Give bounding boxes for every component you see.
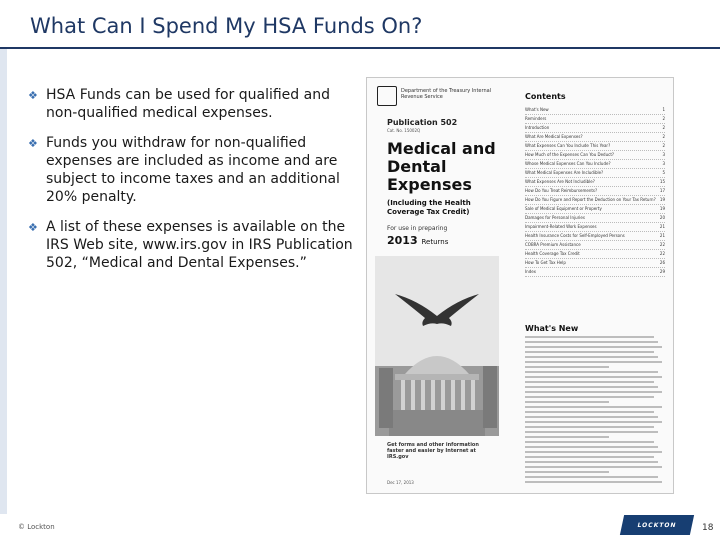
toc-entry bbox=[525, 115, 665, 124]
body-text-line bbox=[525, 421, 662, 423]
body-text-line bbox=[525, 376, 662, 378]
contents-panel bbox=[513, 84, 665, 486]
bullet-item bbox=[28, 218, 353, 272]
body-text-line bbox=[525, 451, 662, 453]
tax-year: 2013 Returns bbox=[387, 234, 449, 247]
publication-subtitle: (Including the Health Coverage Tax Credit) bbox=[387, 199, 471, 216]
toc-entry-page: 21 bbox=[659, 224, 665, 229]
body-text-line bbox=[525, 406, 662, 408]
toc-entry bbox=[525, 106, 665, 115]
toc-entry-label: How To Get Tax Help bbox=[525, 260, 566, 265]
toc-entry bbox=[525, 250, 665, 259]
toc-entry-page: 29 bbox=[659, 269, 665, 274]
body-text-line bbox=[525, 476, 658, 478]
bullet-text: HSA Funds can be used for qualified and non-qualified medical expenses. bbox=[46, 87, 330, 121]
body-text-line bbox=[525, 366, 609, 368]
toc-entry bbox=[525, 241, 665, 250]
toc-entry bbox=[525, 124, 665, 133]
body-text-line bbox=[525, 441, 654, 443]
toc-entry-label: Whose Medical Expenses Can You Include? bbox=[525, 161, 611, 166]
publication-cover bbox=[373, 84, 501, 486]
toc-entry-label: Sale of Medical Equipment or Property bbox=[525, 206, 602, 211]
toc-entry bbox=[525, 133, 665, 142]
irs-agency-text: Department of the Treasury Internal Revenue Service bbox=[401, 88, 492, 100]
toc-entry bbox=[525, 268, 665, 277]
toc-entry-label: Introduction bbox=[525, 125, 550, 130]
toc-entry bbox=[525, 223, 665, 232]
body-text-line bbox=[525, 411, 654, 413]
toc-entry bbox=[525, 160, 665, 169]
whats-new-heading: What's New bbox=[525, 324, 579, 333]
body-text-line bbox=[525, 381, 654, 383]
page-number: 18 bbox=[702, 523, 714, 533]
body-text-line bbox=[525, 346, 662, 348]
toc-entry-page: 2 bbox=[662, 143, 665, 148]
toc-entry-page: 22 bbox=[659, 251, 665, 256]
toc-entry-page: 3 bbox=[662, 152, 665, 157]
body-text-line bbox=[525, 481, 662, 483]
whats-new-body bbox=[525, 336, 665, 486]
body-text-line bbox=[525, 461, 658, 463]
publication-cat-no: Cat. No. 15002Q bbox=[387, 128, 421, 133]
diamond-bullet-icon: ❖ bbox=[28, 221, 38, 234]
toc-entry-page: 2 bbox=[662, 125, 665, 130]
body-text-line bbox=[525, 436, 609, 438]
toc-entry-label: What Are Medical Expenses? bbox=[525, 134, 583, 139]
toc-entry bbox=[525, 178, 665, 187]
toc-entry-page: 15 bbox=[659, 179, 665, 184]
toc-entry-page: 21 bbox=[659, 233, 665, 238]
lockton-logo: LOCKTON bbox=[620, 515, 694, 535]
toc-entry-page: 19 bbox=[659, 206, 665, 211]
diamond-bullet-icon: ❖ bbox=[28, 89, 38, 102]
body-text-line bbox=[525, 386, 658, 388]
body-text-line bbox=[525, 401, 609, 403]
toc-entry-page: 2 bbox=[662, 116, 665, 121]
toc-entry bbox=[525, 169, 665, 178]
toc-entry bbox=[525, 214, 665, 223]
publication-date: Dec 17, 2013 bbox=[387, 480, 414, 485]
toc-entry bbox=[525, 205, 665, 214]
toc-entry-page: 26 bbox=[659, 260, 665, 265]
publication-title: Medical and Dental Expenses bbox=[387, 139, 496, 194]
toc-entry-label: What's New bbox=[525, 107, 549, 112]
table-of-contents bbox=[525, 106, 665, 277]
slide-title: What Can I Spend My HSA Funds On? bbox=[30, 14, 423, 38]
publication-number: Publication 502 bbox=[387, 118, 458, 127]
toc-entry-page: 20 bbox=[659, 215, 665, 220]
toc-entry bbox=[525, 187, 665, 196]
body-text-line bbox=[525, 371, 658, 373]
irs-logo-icon bbox=[377, 86, 397, 106]
toc-entry-page: 17 bbox=[659, 188, 665, 193]
title-divider bbox=[0, 47, 720, 49]
toc-entry-page: 1 bbox=[662, 107, 665, 112]
irs-publication-image bbox=[366, 77, 674, 494]
toc-entry-label: How Much of the Expenses Can You Deduct? bbox=[525, 152, 615, 157]
toc-entry bbox=[525, 232, 665, 241]
toc-entry-label: COBRA Premium Assistance bbox=[525, 242, 581, 247]
contents-heading: Contents bbox=[525, 92, 566, 101]
body-text-line bbox=[525, 416, 658, 418]
bullet-item bbox=[28, 134, 353, 206]
body-text-line bbox=[525, 361, 662, 363]
toc-entry-page: 3 bbox=[662, 161, 665, 166]
body-text-line bbox=[525, 431, 658, 433]
bullet-list bbox=[28, 86, 353, 284]
toc-entry-label: Health Insurance Costs for Self-Employed Persons bbox=[525, 233, 625, 238]
body-text-line bbox=[525, 426, 654, 428]
bullet-text: A list of these expenses is available on the IRS Web site, www.irs.gov in IRS Publication 502, “Medical and Dental Expenses.” bbox=[46, 219, 353, 271]
toc-entry-label: Impairment-Related Work Expenses bbox=[525, 224, 597, 229]
toc-entry-label: What Expenses Can You Include This Year? bbox=[525, 143, 611, 148]
toc-entry-label: Reminders bbox=[525, 116, 547, 121]
body-text-line bbox=[525, 466, 662, 468]
irs-header bbox=[377, 86, 497, 108]
toc-entry bbox=[525, 142, 665, 151]
toc-entry-page: 22 bbox=[659, 242, 665, 247]
body-text-line bbox=[525, 456, 654, 458]
toc-entry-page: 2 bbox=[662, 134, 665, 139]
toc-entry-label: What Medical Expenses Are Includible? bbox=[525, 170, 604, 175]
body-text-line bbox=[525, 341, 658, 343]
body-text-line bbox=[525, 336, 654, 338]
toc-entry bbox=[525, 259, 665, 268]
for-use-text: For use in preparing bbox=[387, 225, 448, 232]
body-text-line bbox=[525, 351, 654, 353]
diamond-bullet-icon: ❖ bbox=[28, 137, 38, 150]
bullet-text: Funds you withdraw for non-qualified expenses are included as income and are subject to income taxes and an additional 20% penalty. bbox=[46, 135, 340, 205]
toc-entry-label: Health Coverage Tax Credit bbox=[525, 251, 580, 256]
body-text-line bbox=[525, 356, 658, 358]
toc-entry-page: 19 bbox=[659, 197, 665, 202]
footer-copyright: © Lockton bbox=[18, 523, 55, 531]
toc-entry bbox=[525, 151, 665, 160]
toc-entry-label: Index bbox=[525, 269, 537, 274]
toc-entry-label: What Expenses Are Not Includible? bbox=[525, 179, 595, 184]
toc-entry-page: 5 bbox=[662, 170, 665, 175]
capitol-eagle-photo bbox=[375, 256, 499, 436]
bullet-item bbox=[28, 86, 353, 122]
body-text-line bbox=[525, 446, 658, 448]
get-forms-text: Get forms and other information faster and easier by Internet at IRS.gov bbox=[387, 442, 479, 460]
body-text-line bbox=[525, 396, 654, 398]
toc-entry-label: Damages for Personal Injuries bbox=[525, 215, 585, 220]
toc-entry bbox=[525, 196, 665, 205]
body-text-line bbox=[525, 391, 662, 393]
toc-entry-label: How Do You Treat Reimbursements? bbox=[525, 188, 598, 193]
left-accent-bar bbox=[0, 49, 7, 514]
body-text-line bbox=[525, 471, 609, 473]
toc-entry-label: How Do You Figure and Report the Deduction on Your Tax Return? bbox=[525, 197, 656, 202]
